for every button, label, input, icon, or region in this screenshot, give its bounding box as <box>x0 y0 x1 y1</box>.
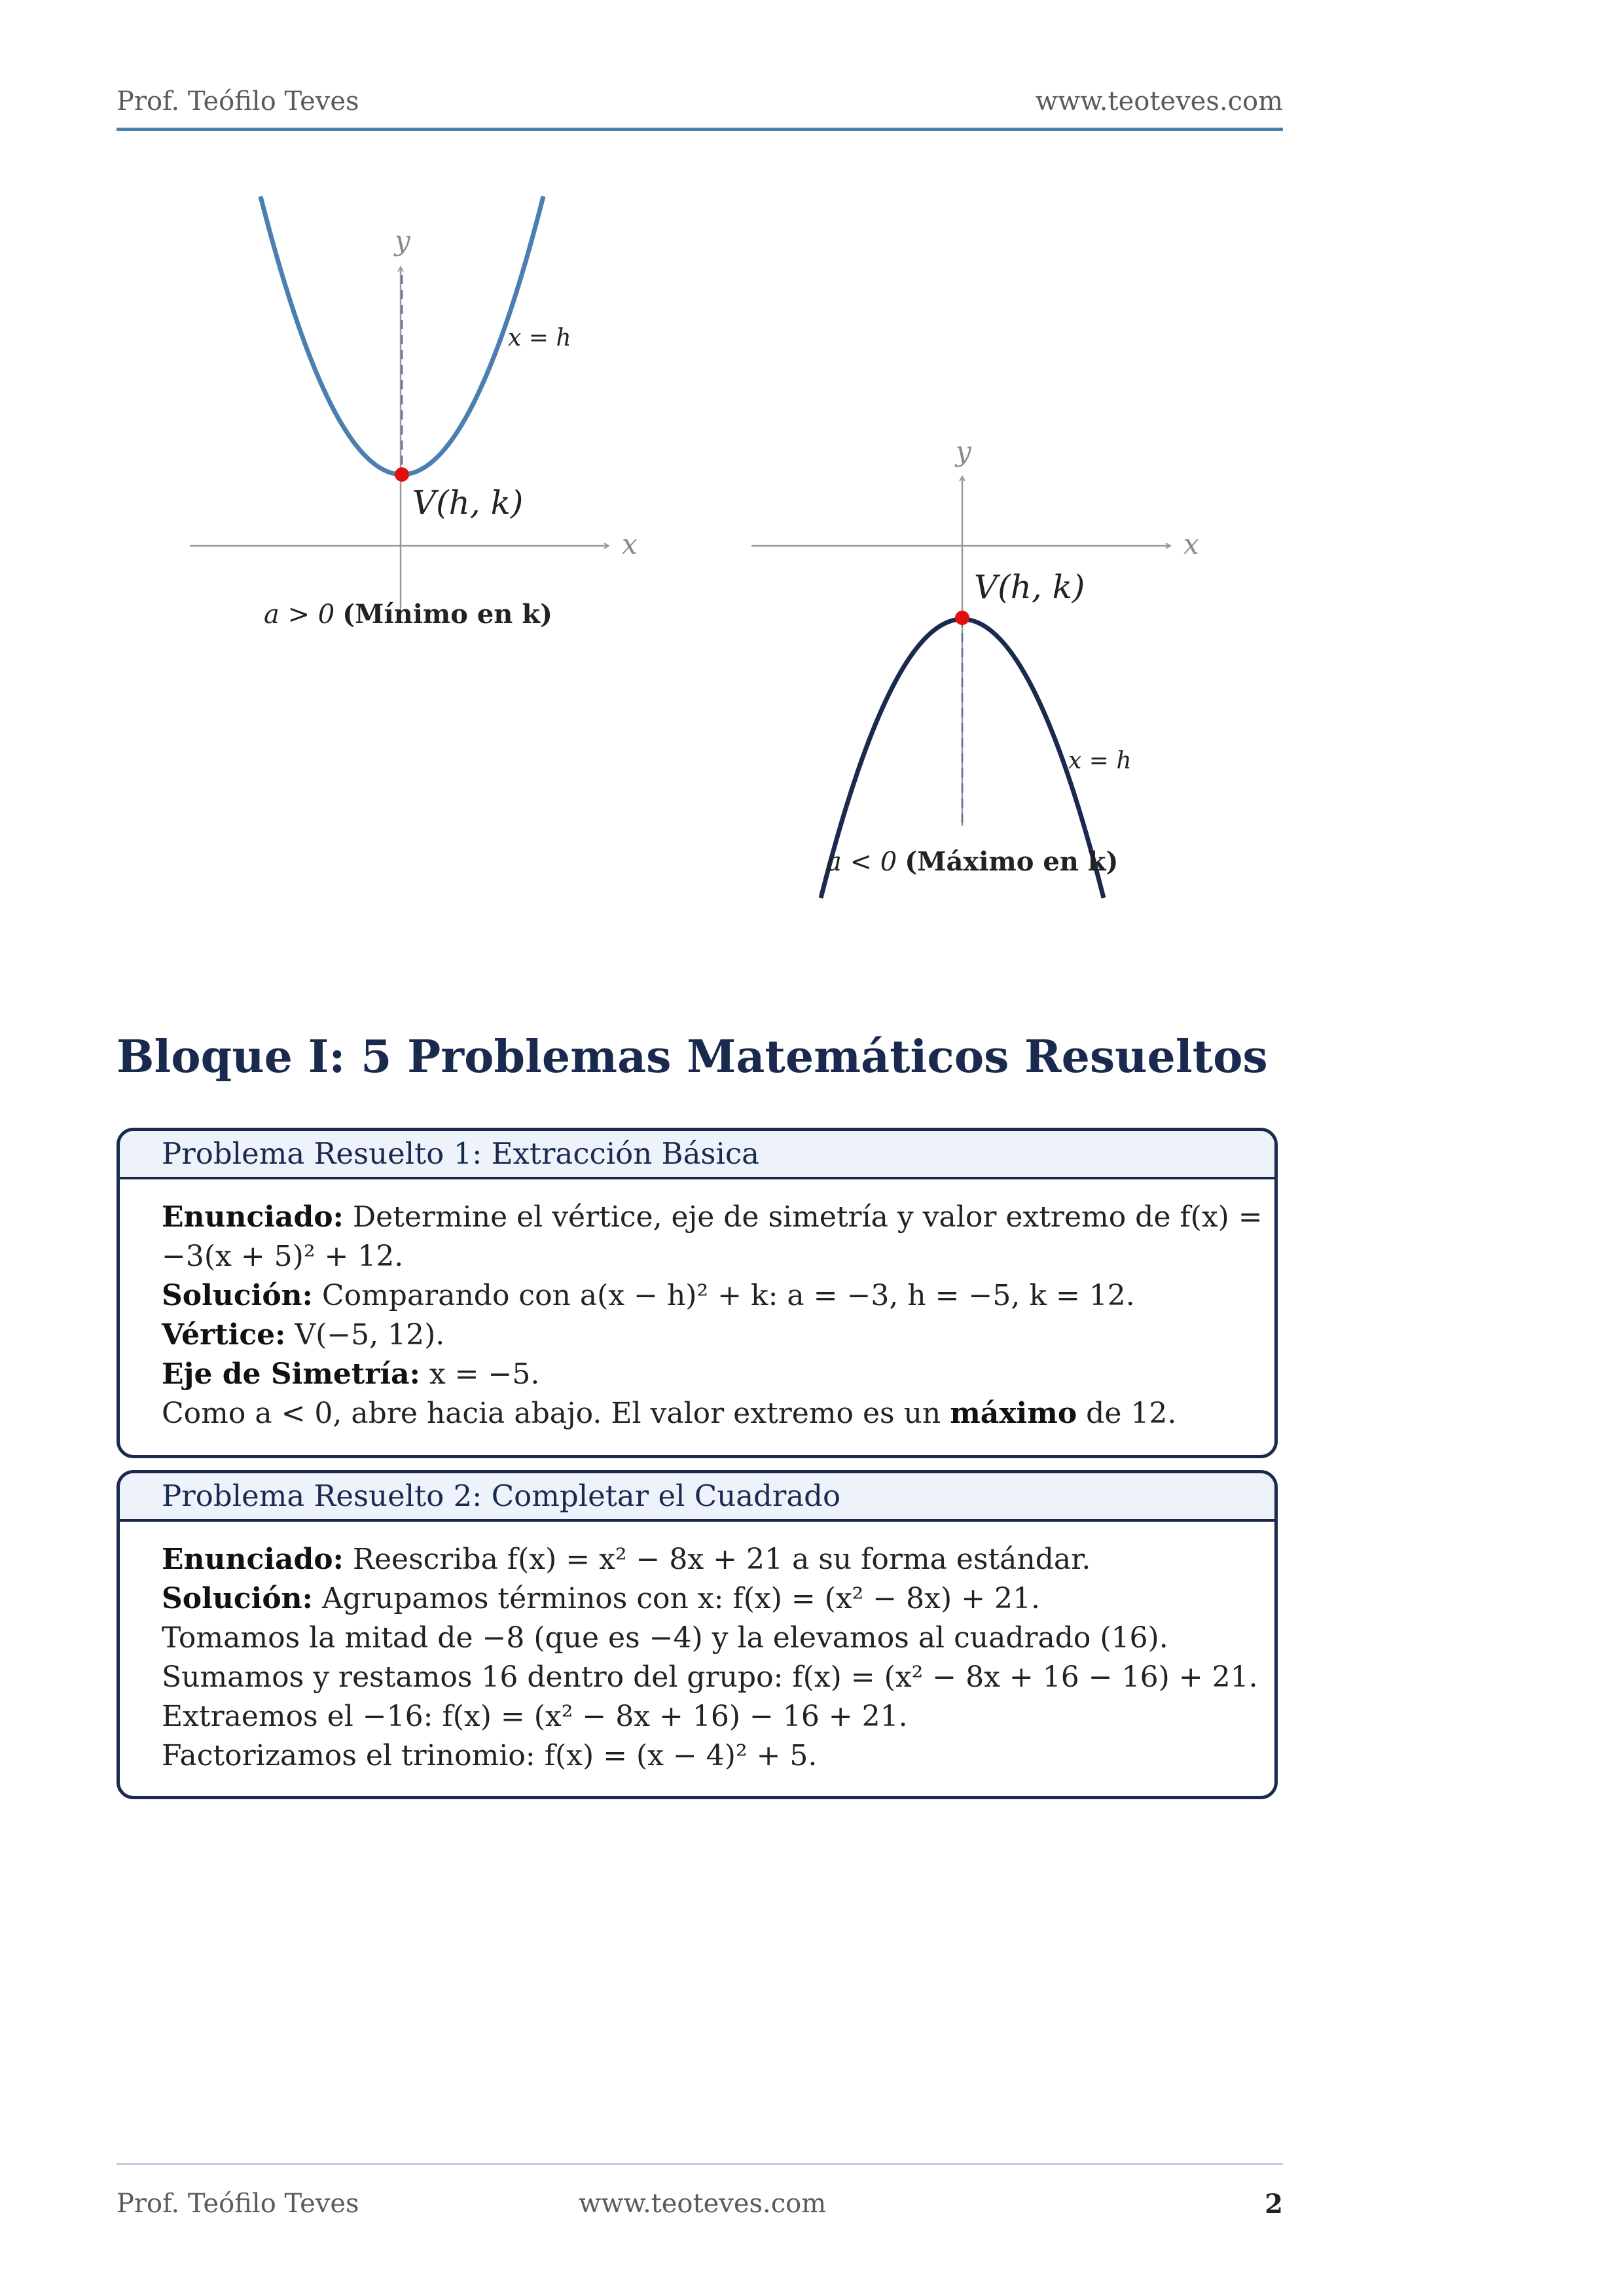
problem-1-solucion-label: Solución: <box>162 1279 313 1312</box>
problem-1-solucion-text: Comparando con a(x − h)² + k: a = −3, h = −5, k = 12. <box>312 1279 1135 1312</box>
right-x-label: x <box>1183 528 1199 560</box>
problem-1-conclusion-post: de 12. <box>1077 1397 1177 1430</box>
problem-1-title: Problema Resuelto 1: Extracción Básica <box>120 1131 1274 1179</box>
left-symmetry-label: x = h <box>508 325 571 351</box>
problem-1-enunciado-cont: −3(x + 5)² + 12. <box>162 1240 404 1273</box>
problem-1-vertice-text: V(−5, 12). <box>285 1318 445 1352</box>
problem-2-step-2: Sumamos y restamos 16 dentro del grupo: f(x) = (x² − 8x + 16 − 16) + 21. <box>162 1660 1258 1694</box>
problem-box-1 <box>117 1128 1278 1458</box>
problem-2-body <box>120 1522 1274 1776</box>
right-figure <box>751 435 1199 898</box>
problem-2-step-4: Factorizamos el trinomio: f(x) = (x − 4)² + 5. <box>162 1739 818 1772</box>
problem-1-vertice <box>162 1316 1233 1355</box>
left-x-label: x <box>622 528 638 560</box>
section-title: Bloque I: 5 Problemas Matemáticos Resueltos <box>117 1031 1268 1083</box>
left-vertex-label: V(h, k) <box>412 484 524 522</box>
footer-rule <box>117 2163 1283 2165</box>
left-figure <box>190 196 638 630</box>
problem-box-2 <box>117 1470 1278 1799</box>
problem-1-enunciado <box>162 1198 1263 1237</box>
problem-1-enunciado-text: Determine el vértice, eje de simetría y valor extremo de f(x) = <box>343 1200 1263 1234</box>
problem-1-conclusion-pre: Como a < 0, abre hacia abajo. El valor extremo es un <box>162 1397 950 1430</box>
problem-2-solucion <box>162 1579 1233 1619</box>
problem-2-title: Problema Resuelto 2: Completar el Cuadrado <box>120 1473 1274 1522</box>
footer-website[interactable]: www.teoteves.com <box>579 2189 827 2219</box>
problem-2-step-1: Tomamos la mitad de −8 (que es −4) y la elevamos al cuadrado (16). <box>162 1621 1168 1655</box>
left-vertex-point <box>395 467 409 482</box>
problem-1-eje-label: Eje de Simetría: <box>162 1357 420 1391</box>
problem-1-eje-text: x = −5. <box>420 1357 540 1391</box>
footer-author: Prof. Teófilo Teves <box>117 2189 359 2219</box>
right-y-label: y <box>956 435 971 467</box>
problem-2-enunciado-label: Enunciado: <box>162 1543 344 1576</box>
header-website[interactable]: www.teoteves.com <box>1035 86 1283 117</box>
problem-1-vertice-label: Vértice: <box>162 1318 286 1352</box>
problem-2-solucion-label: Solución: <box>162 1582 313 1615</box>
problem-1-conclusion <box>162 1394 1233 1433</box>
right-symmetry-label: x = h <box>1068 747 1132 774</box>
problem-2-step-3: Extraemos el −16: f(x) = (x² − 8x + 16) − 16 + 21. <box>162 1700 908 1733</box>
problem-2-enunciado-text: Reescriba f(x) = x² − 8x + 21 a su forma estándar. <box>343 1543 1091 1576</box>
right-vertex-point <box>955 611 969 625</box>
problem-1-eje <box>162 1355 1233 1394</box>
problem-2-solucion-text: Agrupamos términos con x: f(x) = (x² − 8x) + 21. <box>312 1582 1040 1615</box>
header-author: Prof. Teófilo Teves <box>117 86 359 117</box>
problem-2-enunciado <box>162 1540 1233 1579</box>
right-vertex-label: V(h, k) <box>974 568 1085 606</box>
problem-1-solucion <box>162 1276 1233 1316</box>
right-caption: a < 0 (Máximo en k) <box>826 846 1119 877</box>
parabola-figures <box>0 0 1624 949</box>
page-number: 2 <box>1265 2189 1283 2219</box>
left-caption: a > 0 (Mínimo en k) <box>264 599 552 630</box>
left-y-label: y <box>395 224 410 257</box>
problem-1-enunciado-label: Enunciado: <box>162 1200 344 1234</box>
problem-1-body <box>120 1179 1274 1433</box>
problem-1-conclusion-bold: máximo <box>950 1397 1077 1430</box>
